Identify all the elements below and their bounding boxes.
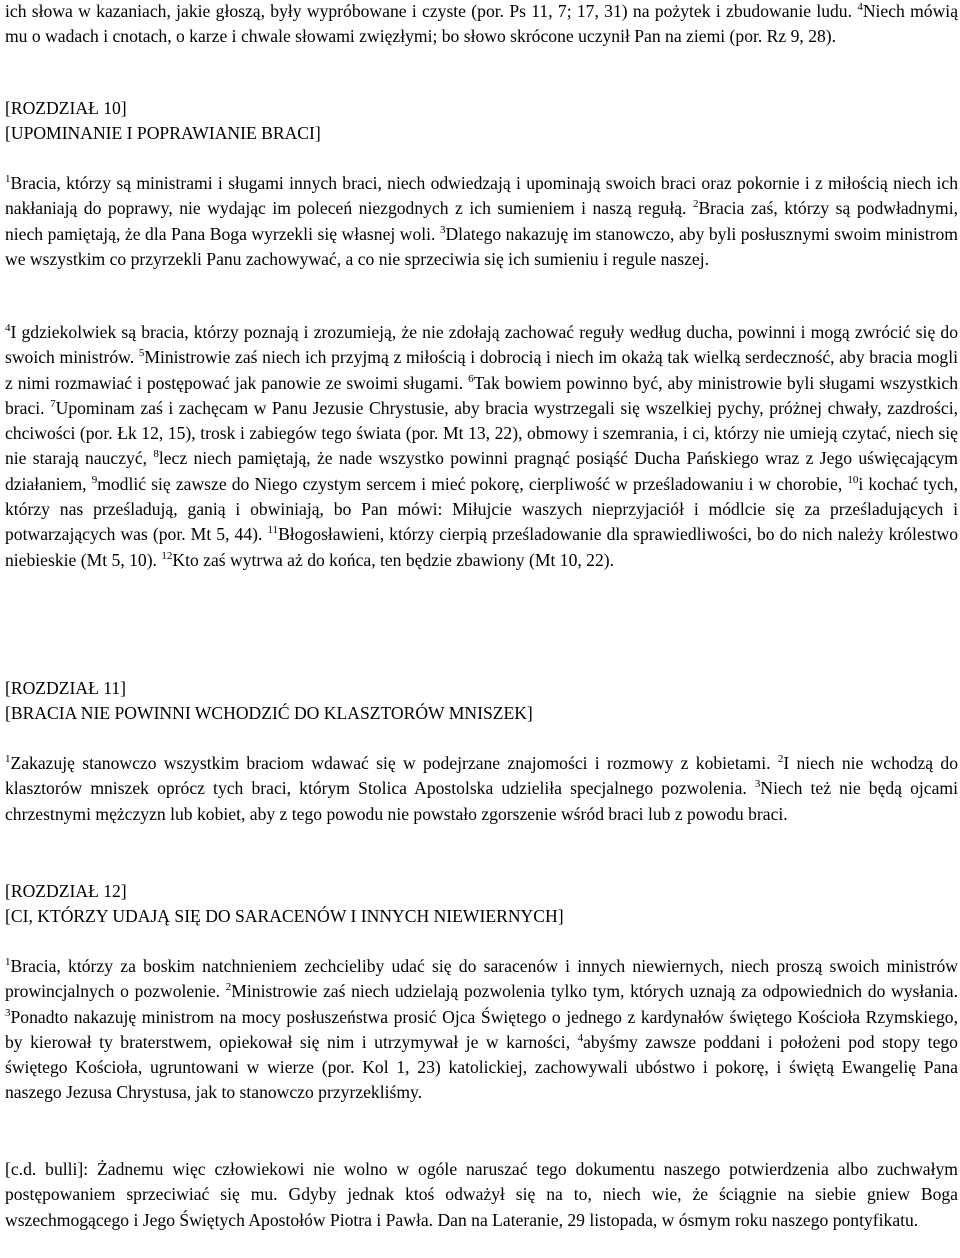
verse-number: 3 bbox=[5, 1006, 11, 1019]
verse-text: Upominam zaś i zachęcam w Panu Jezusie Chrystusie, aby bracia wystrzegali się wszelkiej pychy, próżnej chwały, zazdrości, chciwości (por. Łk 12, 15), trosk i zabiegów tego świata (por. Mt 13, 22), obmowy i szemrania, i ci, którzy nie umieją czytać, niech się nie starają nauczyć, bbox=[5, 397, 958, 469]
closing-paragraph-block bbox=[5, 1157, 958, 1233]
verse-text: modlić się zawsze do Niego czystym sercem i mieć pokorę, cierpliwość w prześladowaniu i w chorobie, bbox=[97, 473, 848, 494]
verse-number: 5 bbox=[138, 347, 145, 360]
verse-number: 8 bbox=[153, 448, 159, 461]
chapter-11-number: [ROZDZIAŁ 11] bbox=[5, 678, 127, 698]
chapter-10-paragraph-1-block bbox=[5, 171, 958, 272]
chapter-11-paragraph bbox=[5, 751, 958, 827]
verse-number: 2 bbox=[692, 198, 699, 211]
chapter-11-heading-block bbox=[5, 676, 958, 727]
verse-number: 12 bbox=[161, 549, 173, 562]
verse-number: 1 bbox=[5, 173, 11, 185]
verse-text: Bracia zaś, którzy są podwładnymi, niech pamiętają, że dla Pana Boga wyrzekli się własnej woli. bbox=[5, 198, 959, 244]
verse-text: I niech nie wchodzą do klasztorów mniszek oprócz tych braci, którym Stolica Apostolska udzieliła specjalnego pozwolenia. bbox=[5, 753, 958, 799]
verse-text: abyśmy zawsze poddani i położeni pod stopy tego świętego Kościoła, ugruntowani w wierze (por. Kol 1, 23) katolickiej, zachowywali ubóstwo i pokorę, i świętą Ewangelię Pana naszego Jezusa Chrystusa, jak to stanowczo przyrzekliśmy. bbox=[5, 1031, 958, 1103]
verse-number: 2 bbox=[777, 753, 784, 765]
verse-number: 6 bbox=[468, 372, 474, 385]
intro-paragraph bbox=[5, 0, 958, 50]
intro-text-1: ich słowa w kazaniach, jakie głoszą, były wypróbowane i czyste (por. Ps 11, 7; 17, 31) na pożytek i zbudowanie ludu. bbox=[5, 1, 858, 21]
chapter-10-paragraph-2-block bbox=[5, 320, 958, 573]
verse-number: 9 bbox=[91, 473, 98, 486]
verse-text: lecz niech pamiętają, że nade wszystko powinni pragnąć posiąść Ducha Pańskiego wraz z Jego uświęcającym działaniem, bbox=[5, 448, 958, 494]
verse-text: Bracia, którzy są ministrami i sługami innych braci, niech odwiedzają i upominają swoich braci oraz pokornie i z miłością niech ich nakłaniają do poprawy, nie wydając im poleceń niezgodnych z ich sumieniem i naszą regułą. bbox=[5, 173, 958, 219]
verse-text: i kochać tych, którzy nas prześladują, ganią i obwiniają, bo Pan mówi: Miłujcie waszych nieprzyjaciół i módlcie się za prześladujących i potwarzających was (por. Mt 5, 44). bbox=[5, 473, 958, 545]
chapter-10-number: [ROZDZIAŁ 10] bbox=[5, 98, 127, 118]
verse-number: 2 bbox=[225, 981, 232, 994]
verse-number: 4 bbox=[577, 1031, 584, 1044]
verse-number: 1 bbox=[5, 753, 11, 765]
chapter-10-paragraph-2 bbox=[5, 320, 958, 573]
verse-number: 3 bbox=[754, 778, 761, 791]
verse-number: 11 bbox=[267, 524, 279, 537]
verse-text: Ponadto nakazuję ministrom na mocy posłuszeństwa prosić Ojca Świętego o jednego z kardynałów świętego Kościoła Rzymskiego, by kierował ty braterstwem, opiekował się nim i utrzymywał je w karności, bbox=[5, 1006, 958, 1052]
intro-text-2: Niech mówią mu o wadach i cnotach, o karze i chwale słowami zwięzłymi; bo słowo skrócone uczynił Pan na ziemi (por. Rz 9, 28). bbox=[5, 1, 959, 47]
verse-text: Błogosławieni, którzy cierpią prześladowanie dla sprawiedliwości, bo do nich należy królestwo niebieskie (Mt 5, 10). bbox=[5, 524, 958, 570]
verse-text: Ministrowie zaś niech ich przyjmą z miłością i dobrocią i niech im okażą tak wielką serdeczność, aby bracia mogli z nimi rozmawiać i postępować jak panowie ze swoimi sługami. bbox=[5, 347, 959, 393]
chapter-10-title: [UPOMINANIE I POPRAWIANIE BRACI] bbox=[5, 123, 321, 144]
verse-text: Kto zaś wytrwa aż do końca, ten będzie zbawiony (Mt 10, 22). bbox=[172, 549, 615, 570]
closing-paragraph: [c.d. bulli]: Żadnemu więc człowiekowi nie wolno w ogóle naruszać tego dokumentu naszego potwierdzenia albo zuchwałym postępowaniem sprzeciwiać się mu. Gdyby jednak ktoś odważył się na to, niech wie, że ściągnie na siebie gniew Boga wszechmogącego i Jego Świętych Apostołów Piotra i Pawła. Dan na Lateranie, 29 listopada, w ósmym roku naszego pontyfikatu. bbox=[5, 1159, 958, 1230]
verse-text: Tak bowiem powinno być, aby ministrowie byli sługami wszystkich braci. bbox=[5, 372, 958, 418]
verse-text: Ministrowie zaś niech udzielają pozwolenia tylko tym, których uznają za odpowiednich do wysłania. bbox=[231, 981, 958, 1002]
verse-number: 7 bbox=[50, 397, 56, 410]
chapter-12-paragraph bbox=[5, 954, 958, 1106]
verse-text: Bracia, którzy za boskim natchnieniem zechcieliby udać się do saracenów i innych niewiernych, niech proszą swoich ministrów prowincjalnych o pozwolenie. bbox=[5, 956, 958, 1002]
intro-paragraph-block bbox=[5, 0, 958, 50]
verse-number: 1 bbox=[5, 956, 11, 968]
chapter-12-title: [CI, KTÓRZY UDAJĄ SIĘ DO SARACENÓW I INNYCH NIEWIERNYCH] bbox=[5, 906, 564, 927]
chapter-11-paragraph-block bbox=[5, 751, 958, 827]
verse-text: I gdziekolwiek są bracia, którzy poznają i zrozumieją, że nie zdołają zachować reguły według ducha, powinni i mogą zwrócić się do swoich ministrów. bbox=[5, 322, 958, 368]
chapter-12-number: [ROZDZIAŁ 12] bbox=[5, 881, 127, 901]
chapter-10-heading-block bbox=[5, 96, 958, 147]
chapter-12-paragraph-block bbox=[5, 954, 958, 1106]
verse-text: Zakazuję stanowczo wszystkim braciom wdawać się w podejrzane znajomości i rozmowy z kobietami. bbox=[10, 753, 778, 773]
verse-number: 10 bbox=[847, 473, 859, 486]
chapter-12-heading-block bbox=[5, 879, 958, 930]
verse-number: 4 bbox=[5, 322, 11, 334]
verse-text: Dlatego nakazuję im stanowczo, aby byli posłusznymi swoim ministrom we wszystkim co przyrzekli Panu zachowywać, a co nie sprzeciwia się ich sumieniu i regule naszej. bbox=[5, 223, 958, 269]
verse-number: 3 bbox=[439, 223, 446, 236]
chapter-11-title: [BRACIA NIE POWINNI WCHODZIĆ DO KLASZTORÓW MNISZEK] bbox=[5, 703, 533, 724]
verse-text: Niech też nie będą ojcami chrzestnymi mężczyzn lub kobiet, aby z tego powodu nie powstało zgorszenie wśród braci lub z powodu braci. bbox=[5, 778, 958, 824]
verse-number: 4 bbox=[857, 1, 863, 13]
chapter-10-paragraph-1 bbox=[5, 171, 958, 272]
